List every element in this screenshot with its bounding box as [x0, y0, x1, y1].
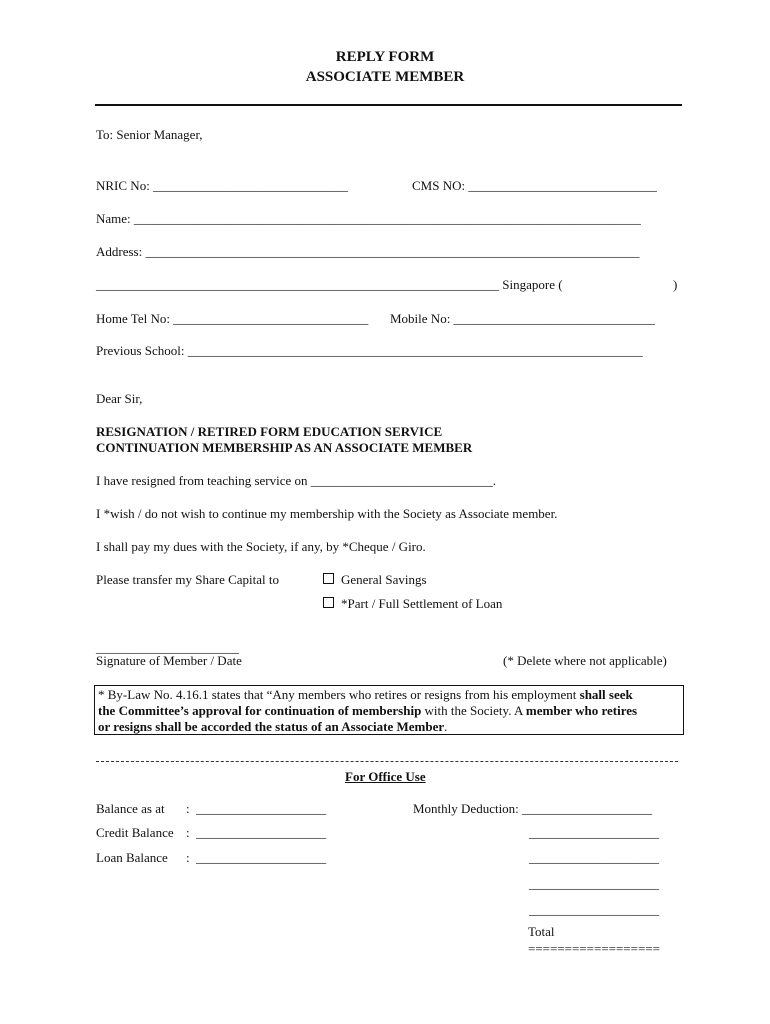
bylaw-text: with the Society. A [421, 703, 526, 718]
home-tel-field[interactable]: Home Tel No: ______________________________ [96, 311, 369, 326]
credit-balance-field[interactable]: : ____________________ [186, 825, 327, 840]
deduction-blank[interactable]: ____________________ [529, 825, 659, 840]
salutation: Dear Sir, [96, 391, 143, 406]
loan-settlement-label: *Part / Full Settlement of Loan [341, 596, 503, 611]
bylaw-emphasis: the Committee’s approval for continuation of membership [98, 703, 422, 718]
balance-field[interactable]: : ____________________ [186, 801, 327, 816]
total-label: Total [528, 924, 555, 939]
wish-statement: I *wish / do not wish to continue my membership with the Society as Associate member. [96, 506, 558, 521]
bylaw-line-3 [98, 719, 680, 735]
bylaw-emphasis: shall seek [579, 687, 633, 702]
transfer-statement: Please transfer my Share Capital to [96, 572, 280, 587]
loan-balance-label: Loan Balance [96, 850, 168, 865]
resigned-statement[interactable]: I have resigned from teaching service on ____________________________. [96, 473, 497, 488]
general-savings-label: General Savings [341, 572, 427, 587]
deduction-blank[interactable]: ____________________ [529, 902, 659, 917]
bylaw-text: . [444, 719, 448, 734]
deduction-blank[interactable]: ____________________ [529, 850, 659, 865]
deduction-blank[interactable]: ____________________ [529, 876, 659, 891]
office-use-heading: For Office Use [345, 769, 426, 784]
bylaw-line-2 [98, 703, 680, 719]
delete-note: (* Delete where not applicable) [503, 653, 667, 668]
address-field[interactable]: Address: ____________________________________________________________________________ [96, 244, 640, 259]
address-line2-field[interactable]: ______________________________________________________________ Singapore ( [96, 277, 563, 292]
previous-school-field[interactable]: Previous School: ______________________________________________________________________ [96, 343, 643, 358]
signature-line[interactable]: ______________________ [96, 640, 239, 655]
credit-balance-label: Credit Balance [96, 825, 174, 840]
monthly-deduction-field[interactable]: Monthly Deduction: ____________________ [413, 801, 653, 816]
bylaw-emphasis: or resigns shall be accorded the status of an Associate Member [98, 719, 445, 734]
balance-label: Balance as at [96, 801, 165, 816]
bylaw-emphasis: member who retires [525, 703, 638, 718]
signature-label: Signature of Member / Date [96, 653, 242, 668]
postcode-close-paren: ) [673, 277, 678, 292]
addressee: To: Senior Manager, [96, 127, 203, 142]
total-double-rule: ================== [528, 941, 660, 956]
header-divider [95, 104, 682, 106]
bylaw-line-1 [98, 687, 680, 703]
loan-settlement-checkbox[interactable] [323, 597, 334, 608]
dues-statement: I shall pay my dues with the Society, if any, by *Cheque / Giro. [96, 539, 426, 554]
nric-field[interactable]: NRIC No: ______________________________ [96, 178, 349, 193]
subject-line-2: CONTINUATION MEMBERSHIP AS AN ASSOCIATE MEMBER [96, 440, 473, 455]
loan-balance-field[interactable]: : ____________________ [186, 850, 327, 865]
subject-line-1: RESIGNATION / RETIRED FORM EDUCATION SERVICE [96, 424, 443, 439]
cms-field[interactable]: CMS NO: _____________________________ [412, 178, 657, 193]
mobile-field[interactable]: Mobile No: _______________________________ [390, 311, 656, 326]
bylaw-text: * By-Law No. 4.16.1 states that “Any members who retires or resigns from his employment [98, 687, 580, 702]
form-title: REPLY FORM [335, 49, 435, 65]
general-savings-checkbox[interactable] [323, 573, 334, 584]
bylaw-notice-box [94, 685, 684, 735]
name-field[interactable]: Name: ______________________________________________________________________________ [96, 211, 641, 226]
office-use-separator [96, 761, 678, 762]
form-subtitle: ASSOCIATE MEMBER [305, 69, 465, 85]
